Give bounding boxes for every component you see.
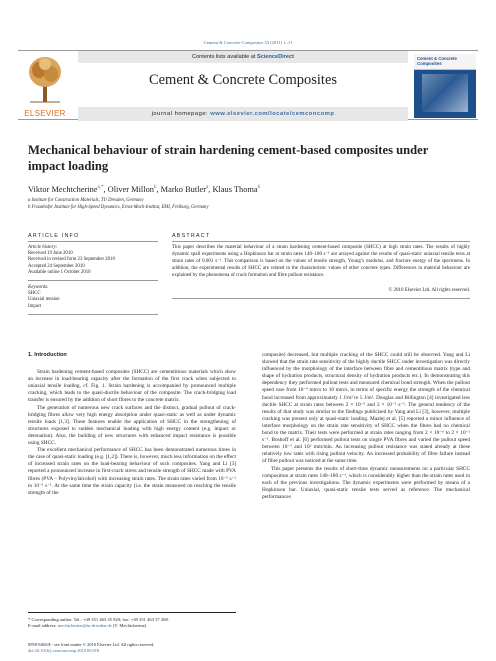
keyword: SHCC [28,291,41,297]
footnote-text: * Corresponding author. Tel.: +49 351 463 35 920; fax: +49 351 463 37 268. [28,617,169,622]
author-name[interactable]: Klaus Thoma [212,184,258,194]
homepage-bar [78,107,408,121]
author-name[interactable]: Marko Butler [160,184,207,194]
section-heading: 1. Introduction [28,352,67,358]
contents-bar [78,51,408,63]
history-item: Accepted 24 September 2010 [28,263,85,269]
affiliation: b Fraunhofer Institute for High-Speed Dynamics, Ernst-Mach-Institut, EMI, Freiburg, Germany [28,205,209,210]
cover-title: Cement & Concrete Composites [417,56,457,66]
elsevier-logo [20,54,70,118]
email-line [28,623,236,629]
article-info [28,233,158,319]
article-title: Mechanical behaviour of strain hardening cement-based composites under impact loading [28,143,429,173]
body-column-right [262,352,470,501]
homepage-prefix: journal homepage: [151,111,211,117]
author-affiliation-marker[interactable]: a [206,185,209,190]
history-item: Available online 1 October 2010 [28,269,91,275]
elsevier-wordmark: ELSEVIER [24,109,66,118]
body-paragraph: The excellent mechanical performance of SHCC has been demonstrated numerous times in the case of quasi-static loading (e.g. [1,2]). There is, however, much less information on the effect of increased strain rates on the load-bearing behaviour of such composites. Yang and Li [3] reported a pronounced increase in first-crack stress and tensile strength of SHCC made with PVA fibres (PVA – Polyvinylalcohol) with increasing strain rates. The strain rates varied from 10⁻⁵ s⁻¹ to 10⁻¹ s⁻¹. At the same time the strain capacity (i.e. the strain measured on reaching the tensile strength of the [28,447,236,496]
author-name[interactable]: Oliver Millon [107,184,154,194]
journal-cover[interactable] [414,54,476,118]
issn-line: 0958-9465/$ - see front matter © 2010 Elsevier Ltd. All rights reserved. [28,642,155,647]
keywords-label: Keywords: [28,285,49,291]
email-link[interactable]: mechtcherine@tu-dresden.de [57,623,112,628]
doi-link[interactable]: doi:10.1016/j.cemconcomp.2010.09.018 [28,647,100,653]
author-affiliation-marker[interactable]: b [257,185,261,190]
body-paragraph: composite) decreased, but multiple cracking of the SHCC could still be observed. Yang and Li showed that the strain rate sensitivity of the highly ductile SHCC under investigation was directly influenced by the morphology of the interface between fibre and cementitious matrix (type and shape of hydration products, structural density of hydration products etc.). In demonstrating this dependency they performed pullout tests and measured chemical bond strength. When the pullout speed rose from 10⁻³ mm/s to 10 mm/s, in terms of specific energy the strength of the chemical bond increased from approximately 1 J/m² to 5 J/m². Douglas and Billington [4] investigated less ductile SHCC at strain rates between 2 × 10⁻⁵ and 2 × 10⁻¹ s⁻¹. The general tendency of the results of that study was similar to the findings publicised by Yang and Li [3], however, multiple cracking was present only at quasi-static loading. Maalej et al. [5] reported a minor influence of interface morphology on the strain rate sensitivity of SHCC when the fibres had no chemical bond to the matrix. Their tests were performed at strain rates ranging from 2 × 10⁻⁶ to 2 × 10⁻¹ s⁻¹. Boshoff et al. [6] performed pullout tests on single PVA fibres and varied the pullout speed between 10⁻² and 10² mm/min. An increasing pullout resistance was stated already at these relatively low rates with rising pullout velocity. An increased probability of fibre failure instead of fibre pullout was noticed at the same time. [262,352,470,465]
history-item: Received in revised form 23 September 2010 [28,257,115,263]
email-suffix: (V. Mechtcherine). [111,623,148,628]
abstract-heading: ABSTRACT [172,233,470,242]
email-label: E-mail address: [28,623,58,628]
journal-header [18,50,478,120]
abstract-text: This paper describes the material behaviour of a strain hardening cement-based composite (SHCC) at high strain rates. The results of highly dynamic spall experiments using a Hopkinson bar at strain rates 140–180 s⁻¹ are arrayed against the results of quasi-static uniaxial tensile tests at strain rates of 0.001 s⁻¹. This comparison is based on the values of tensile strength, Young’s modulus, and fracture energy of the specimens. In addition, the experimental results of SHCC are related to the characteristic values of other concrete types. Differences in material behaviour are explained by the phenomena of crack formation and fibre pullout resistance. [172,245,470,278]
journal-title: Cement & Concrete Composites [148,72,338,88]
article-history [28,245,158,281]
body-column-left [28,352,236,497]
author-affiliation-marker[interactable]: a,* [97,185,104,190]
doi-block [28,642,236,654]
elsevier-tree-icon [26,54,64,104]
article-info-heading: ARTICLE INFO [28,233,158,242]
affiliation: a Institute for Construction Materials, TU Dresden, Germany [28,198,144,203]
running-head: Cement & Concrete Composites 33 (2011) 1–11 [203,40,293,45]
masthead [78,51,408,121]
contents-prefix: Contents lists available at [192,54,257,60]
corresponding-author-footnote [28,612,236,629]
abstract [172,233,470,299]
sciencedirect-link[interactable]: ScienceDirect [256,54,294,60]
keywords [28,285,158,315]
keyword: Impact [28,303,42,309]
author-list: Viktor Mechtcherine$^{a,*}$, Oliver Millon$^b$, Marko Butler$^a$, Klaus Thoma$^b$ [28,184,261,194]
cover-image [422,74,468,112]
copyright: © 2010 Elsevier Ltd. All rights reserved. [172,288,470,299]
body-paragraph: The generation of numerous new crack surfaces and the distinct, gradual pullout of crack-bridging fibres allow very high energy absorption under quasi-static as well as under dynamic tensile loads [1,3]. These features enable the application of SHCC in the strengthening of structures exposed to sudden mechanical loading with high energy content (e.g. impact or detonation). Also, the building of new structures with enhanced impact resistance is possible using SHCC. [28,404,236,447]
author-name[interactable]: Viktor Mechtcherine [28,184,98,194]
body-paragraph: This paper presents the results of short-time dynamic measurements on a particular SHCC composition at strain rates 140–180 s⁻¹, which is considerably higher than the strain rates used in each of the previous investigations. The dynamic experiments were performed by means of a Hopkinson bar. Uniaxial, quasi-static tensile tests served as reference. The mechanical performances [262,465,470,500]
history-item: Received 19 June 2010 [28,251,73,257]
keyword: Uniaxial tension [28,297,60,303]
homepage-link[interactable]: www.elsevier.com/locate/cemconcomp [210,111,335,117]
body-paragraph: Strain hardening cement-based composites (SHCC) are cementitious materials which show an increase in load-bearing capacity after the formation of the first crack when subjected to uniaxial tensile loading, cf. Fig. 1. Strain hardening is accompanied by pronounced multiple cracking, which leads to the quasi-ductile behaviour of the composite. The crack-bridging load transfer is ensured by the addition of short fibres to the concrete matrix. [28,369,236,404]
author-affiliation-marker[interactable]: b [153,185,157,190]
history-label: Article history: [28,245,58,250]
